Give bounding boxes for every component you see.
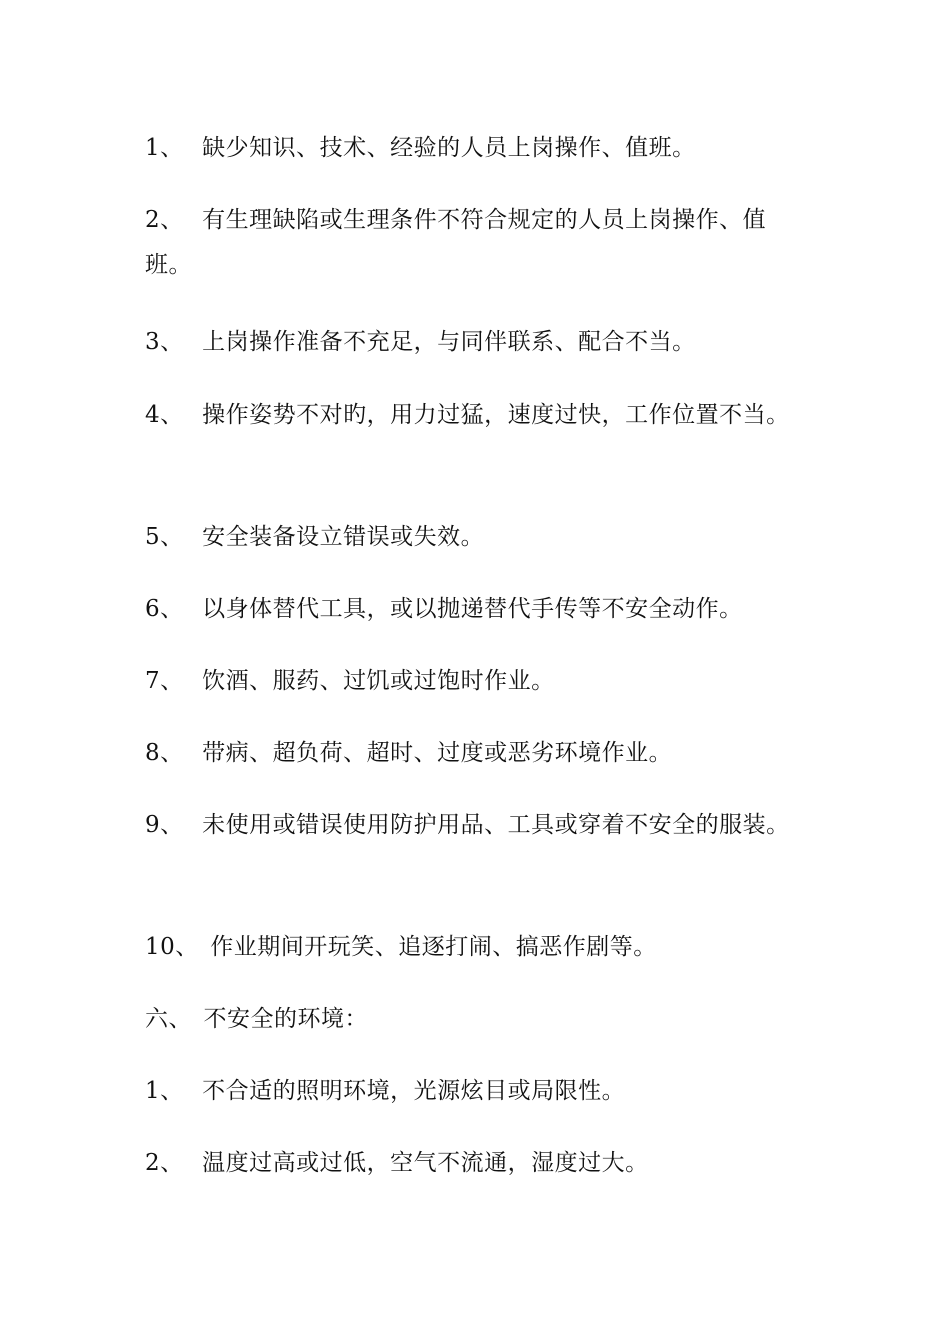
list-item [145, 393, 805, 438]
item-text: 缺少知识、技术、经验的人员上岗操作、值班。 [202, 135, 696, 161]
item-separator: 、 [160, 402, 184, 428]
item-text: 温度过高或过低，空气不流通，湿度过大。 [202, 1150, 649, 1176]
item-text: 上岗操作准备不充足，与同伴联系、配合不当。 [202, 329, 696, 355]
list-item [145, 925, 805, 970]
item-text: 以身体替代工具，或以抛递替代手传等不安全动作。 [202, 596, 743, 622]
list-item [145, 659, 805, 704]
item-separator: 、 [160, 668, 184, 694]
item-separator: 、 [160, 812, 184, 838]
list-item [145, 803, 805, 848]
item-number: 6 [145, 596, 161, 622]
item-text: 带病、超负荷、超时、过度或恶劣环境作业。 [202, 740, 673, 766]
item-text: 未使用或错误使用防护用品、工具或穿着不安全的服装。 [202, 812, 790, 838]
item-number: 8 [145, 740, 161, 766]
item-text: 操作姿势不对旳，用力过猛，速度过快，工作位置不当。 [202, 402, 790, 428]
item-number: 10 [145, 934, 176, 960]
item-separator: 、 [168, 1006, 192, 1032]
item-separator: 、 [160, 207, 184, 233]
item-text: 饮酒、服药、过饥或过饱时作业。 [202, 668, 555, 694]
list-item [145, 1069, 805, 1114]
list-item [145, 587, 805, 632]
item-separator: 、 [160, 1150, 184, 1176]
item-number: 9 [145, 812, 161, 838]
item-number: 1 [145, 1078, 161, 1104]
item-text: 不合适的照明环境，光源炫目或局限性。 [202, 1078, 626, 1104]
item-separator: 、 [160, 329, 184, 355]
item-text: 作业期间开玩笑、追逐打闹、搞恶作剧等。 [210, 934, 657, 960]
list-item [145, 198, 805, 288]
list-item [145, 731, 805, 776]
item-number: 4 [145, 402, 161, 428]
item-text: 有生理缺陷或生理条件不符合规定的人员上岗操作、值班。 [145, 207, 767, 278]
item-separator: 、 [160, 740, 184, 766]
item-number: 5 [145, 524, 161, 550]
item-separator: 、 [160, 596, 184, 622]
section-heading [145, 997, 805, 1042]
item-separator: 、 [160, 524, 184, 550]
section-number: 六 [145, 1006, 169, 1032]
list-item [145, 515, 805, 560]
item-number: 3 [145, 329, 161, 355]
section-title: 不安全的环境： [203, 1006, 368, 1032]
item-separator: 、 [175, 934, 199, 960]
item-number: 2 [145, 207, 161, 233]
item-separator: 、 [160, 135, 184, 161]
list-item [145, 126, 805, 171]
list-item [145, 320, 805, 365]
item-number: 1 [145, 135, 161, 161]
item-text: 安全装备设立错误或失效。 [202, 524, 485, 550]
item-number: 7 [145, 668, 161, 694]
item-number: 2 [145, 1150, 161, 1176]
item-separator: 、 [160, 1078, 184, 1104]
list-item [145, 1141, 805, 1186]
